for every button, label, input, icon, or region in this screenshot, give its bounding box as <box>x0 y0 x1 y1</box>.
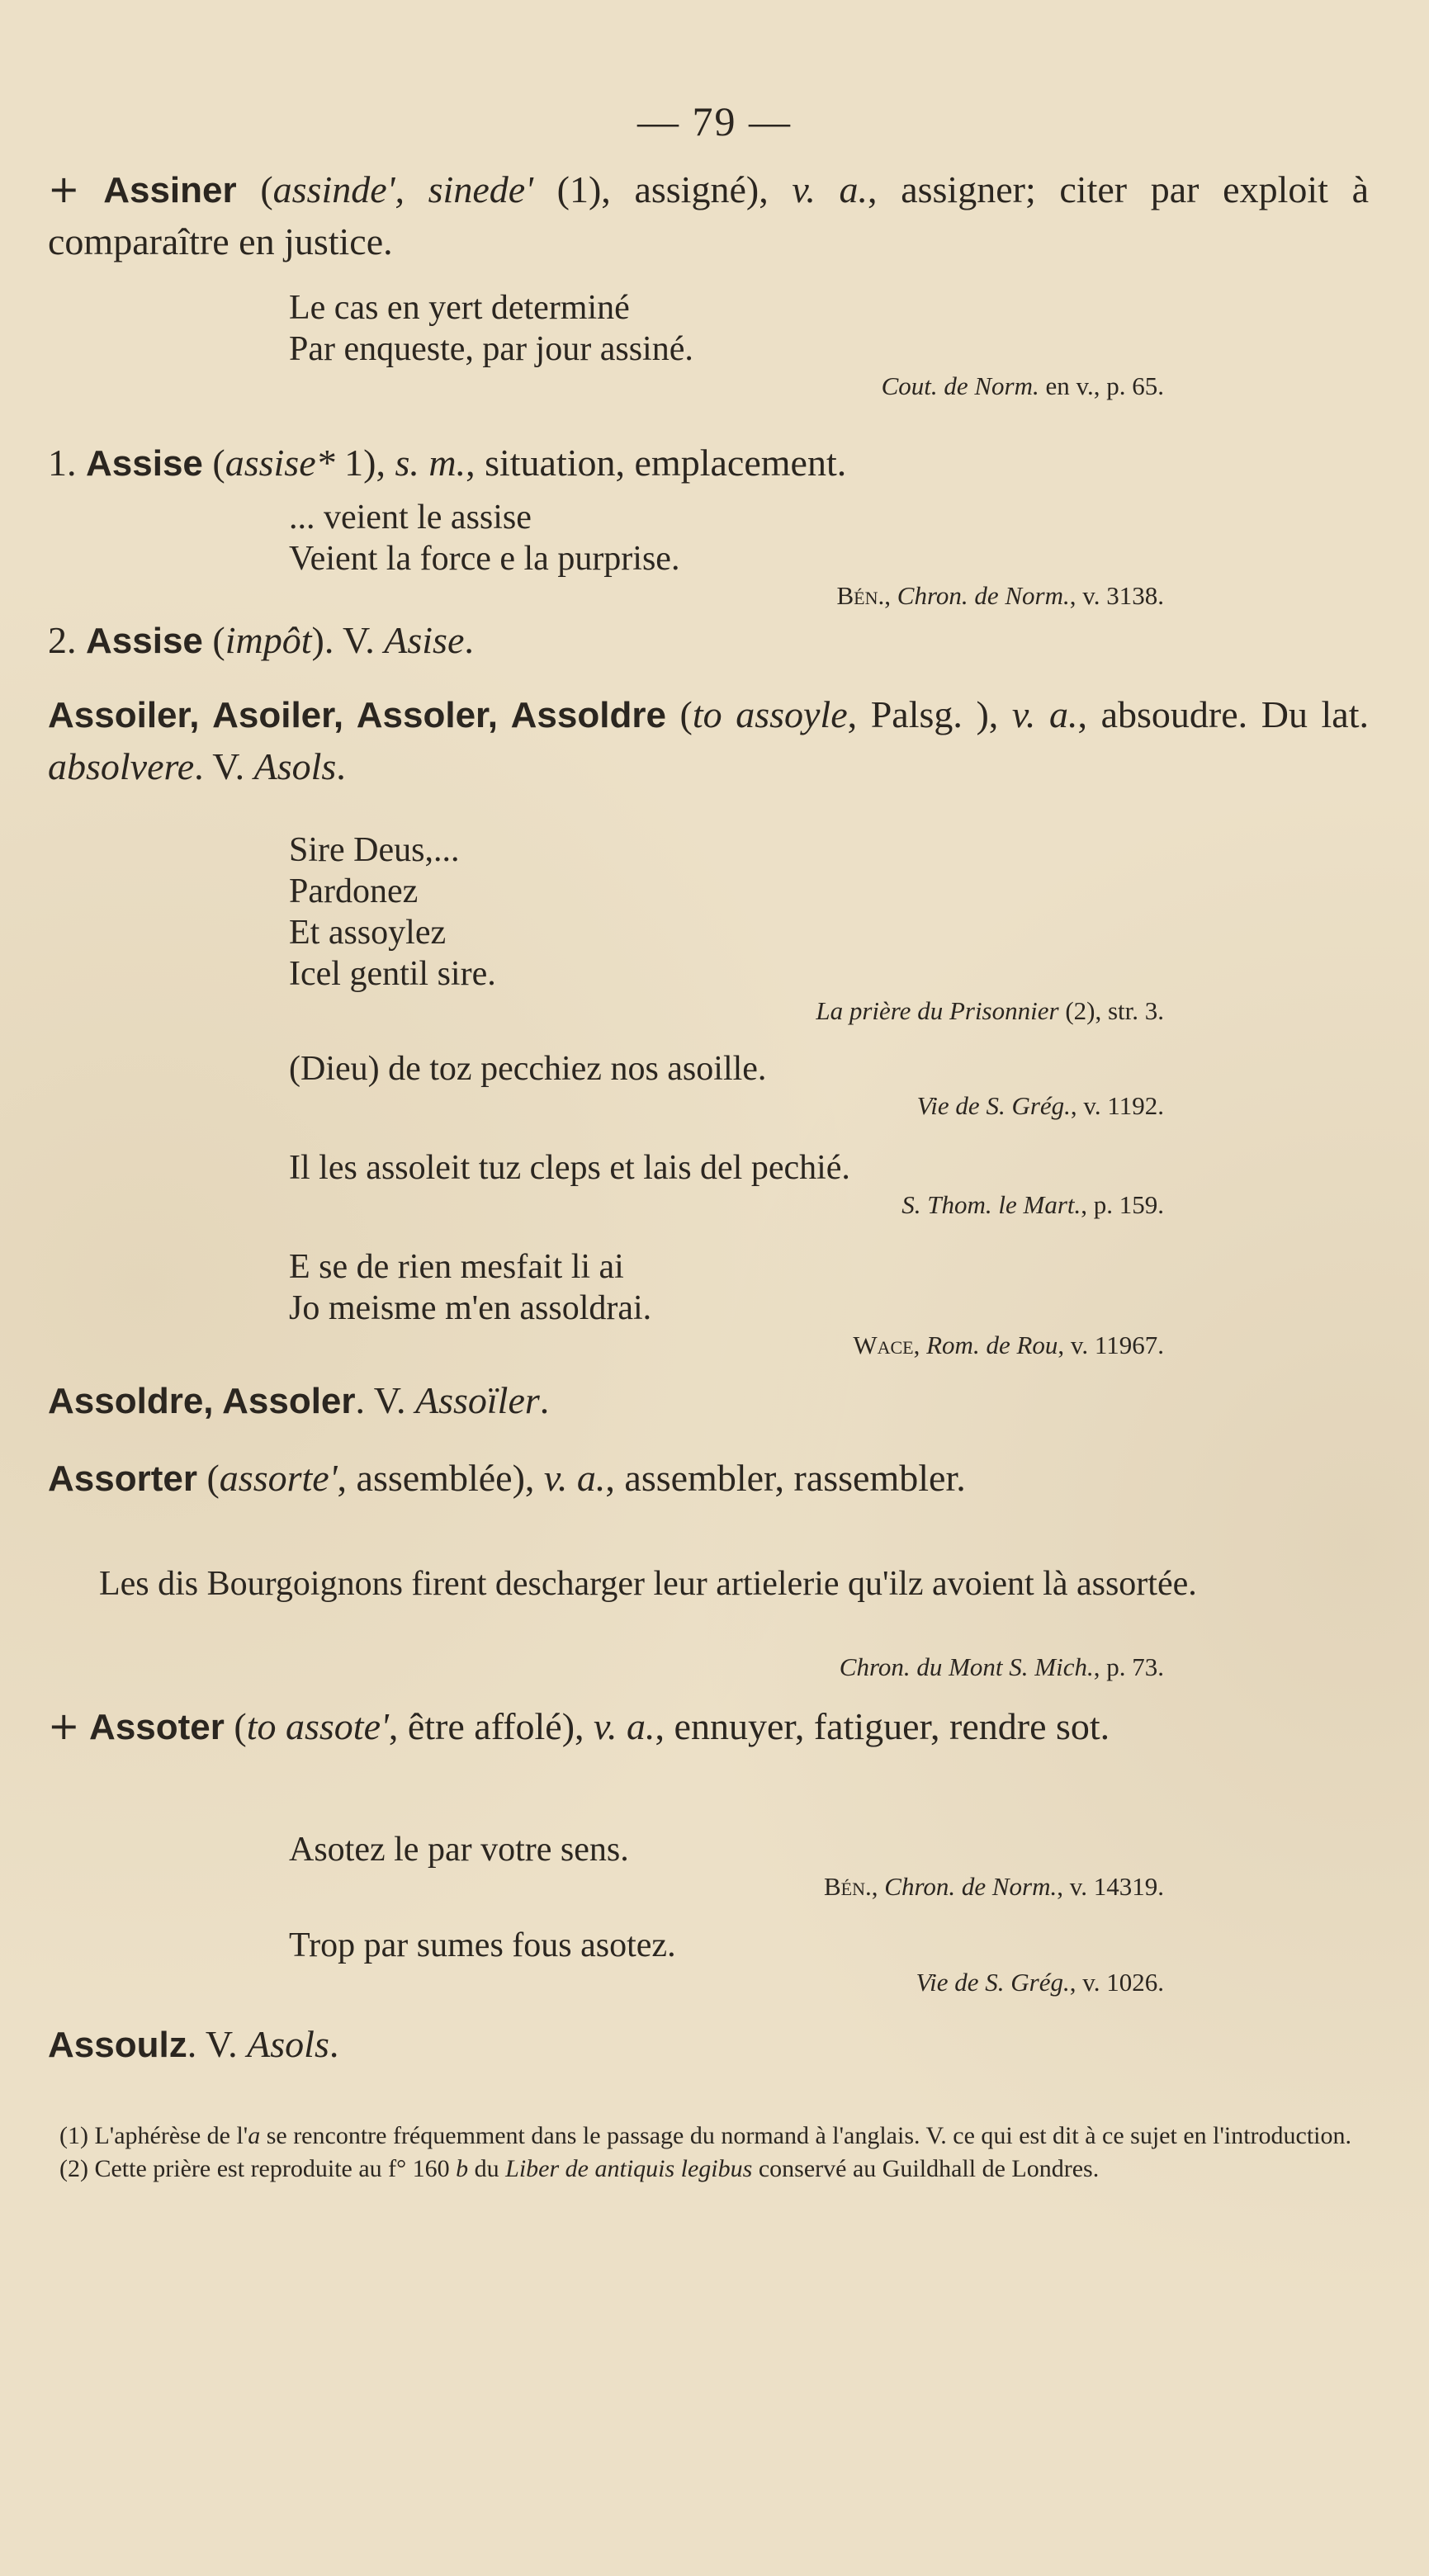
part-of-speech: v. a. <box>1011 693 1078 735</box>
citation-ref: (2), str. 3. <box>1058 996 1164 1025</box>
headword: Assise <box>86 621 203 661</box>
see-also: ). V. <box>311 619 385 661</box>
cross-reference: Asols <box>247 2023 329 2065</box>
verse-line: Icel gentil sire. <box>289 955 496 993</box>
etymon: impôt <box>225 619 312 661</box>
prose-quote: Les dis Bourgoignons firent descharger leur artielerie qu'ilz avoient là assortée. <box>99 1565 1197 1603</box>
verse-line: Sire Deus,... <box>289 831 460 869</box>
citation-ref: , p. 159. <box>1081 1190 1164 1219</box>
citation: Bén., Chron. de Norm., v. 3138. <box>836 581 1164 610</box>
footnotes <box>50 2120 1370 2186</box>
part-of-speech: v. a. <box>594 1705 655 1747</box>
entry-number: 2. <box>48 619 77 661</box>
verse-line: ... veient le assise <box>289 499 532 536</box>
punct: . <box>539 1379 550 1421</box>
etymon: assinde', sinede' <box>272 168 533 210</box>
entry-assoter <box>48 1700 1369 1753</box>
prose-assorter <box>48 1562 1369 1606</box>
etymon: to assote' <box>246 1705 389 1747</box>
footnote-1 <box>50 2120 1370 2153</box>
etym-open: ( <box>665 693 693 735</box>
etymon: to assoyle <box>692 693 848 735</box>
etym-open: ( <box>202 619 225 661</box>
verse-line: Le cas en yert determiné <box>289 289 630 327</box>
citation <box>289 1089 1164 1123</box>
quote-priere <box>289 830 1164 1028</box>
citation-author: Bén. <box>824 1872 872 1901</box>
citation-ref: , v. 3138. <box>1069 581 1164 610</box>
headword: Assoiler, Asoiler, Assoler, Assoldre <box>48 695 666 735</box>
cross-reference: Asise <box>384 619 465 661</box>
citation <box>289 1189 1164 1222</box>
quote-assiner <box>289 287 1164 403</box>
citation-ref: , v. 1192. <box>1070 1091 1164 1120</box>
verse-line: Pardonez <box>289 872 419 910</box>
etymon: assorte' <box>219 1457 338 1499</box>
citation <box>289 370 1164 403</box>
citation-title: Vie de S. Grég. <box>916 1091 1071 1120</box>
headword: Assorter <box>48 1458 197 1499</box>
citation: Bén., Chron. de Norm., v. 14319. <box>824 1872 1164 1901</box>
see-also: . V. <box>355 1379 415 1421</box>
verse-line: Par enqueste, par jour assiné. <box>289 330 693 368</box>
verse-line: E se de rien mesfait li ai <box>289 1248 624 1286</box>
citation-assorter <box>289 1651 1164 1684</box>
etym-rest: 1), <box>334 442 395 484</box>
footnote-2 <box>50 2153 1370 2186</box>
etym-open: ( <box>224 1705 247 1747</box>
citation-title: Chron. de Norm. <box>884 1872 1058 1901</box>
etym-rest: , Palsg. ), <box>847 693 1012 735</box>
citation-ref: , v. 11967. <box>1058 1331 1164 1359</box>
citation <box>289 995 1164 1028</box>
definition: , situation, emplacement. <box>466 442 847 484</box>
verse-line: Asotez le par votre sens. <box>289 1831 629 1869</box>
etym-open: ( <box>202 442 225 484</box>
citation-ref: , p. 73. <box>1093 1652 1164 1681</box>
headword: Assoter <box>89 1707 225 1747</box>
entry-assoulz <box>48 2019 1369 2071</box>
quote-asotez-1 <box>289 1829 1164 1903</box>
quote-asotez-2 <box>289 1925 1164 1999</box>
cross-reference: Assoïler <box>415 1379 540 1421</box>
citation-author: Bén. <box>836 581 885 610</box>
citation-ref: , v. 14319. <box>1057 1872 1164 1901</box>
definition: , assigner; citer par exploit à comparaître en justice. <box>48 168 1370 262</box>
quote-wace <box>289 1246 1164 1362</box>
citation-title: Cout. de Norm. <box>881 371 1039 400</box>
see-also: . V. <box>187 2023 248 2065</box>
citation <box>289 1966 1164 1999</box>
verse-line: Et assoylez <box>289 914 447 952</box>
citation-title: Rom. de Rou <box>926 1331 1058 1359</box>
definition: , ennuyer, fatiguer, rendre sot. <box>655 1705 1110 1747</box>
entry-assorter <box>48 1453 1369 1505</box>
verse-line: Trop par sumes fous asotez. <box>289 1926 676 1964</box>
etymon: assise* <box>225 442 335 484</box>
headword: Assise <box>86 443 203 484</box>
quote-assise <box>289 497 1164 612</box>
entry-number: 1. <box>48 442 77 484</box>
citation: Wace, Rom. de Rou, v. 11967. <box>853 1331 1164 1359</box>
verse-line: (Dieu) de toz pecchiez nos asoille. <box>289 1050 767 1088</box>
footnote-text: (1) L'aphérèse de l' <box>59 2122 248 2149</box>
definition: , assembler, rassembler. <box>605 1457 966 1499</box>
footnote-text: du <box>468 2155 506 2182</box>
punct: . <box>329 2023 339 2065</box>
part-of-speech: v. a. <box>543 1457 606 1499</box>
footnote-text: (2) Cette prière est reproduite au f° 160 <box>59 2155 457 2182</box>
footnote-italic: Liber de antiquis legibus <box>505 2155 753 2182</box>
footnote-italic: b <box>456 2155 469 2182</box>
entry-assise-1 <box>48 437 1369 489</box>
citation-title: La prière du Prisonnier <box>816 996 1059 1025</box>
headword: Assoldre, Assoler <box>48 1381 356 1421</box>
see-also: . V. <box>194 745 254 787</box>
part-of-speech: v. a. <box>792 168 868 210</box>
entry-assoldre <box>48 1375 1369 1427</box>
verse-line: Jo meisme m'en assoldrai. <box>289 1289 652 1327</box>
etym-rest: , assemblée), <box>337 1457 544 1499</box>
definition: , absoudre. Du lat. <box>1077 693 1370 735</box>
quote-thom-mart <box>289 1147 1164 1222</box>
citation-title: S. Thom. le Mart. <box>901 1190 1081 1219</box>
cross-reference: Asols <box>253 745 337 787</box>
quote-vie-greg-1 <box>289 1048 1164 1123</box>
verse-line: Veient la force e la purprise. <box>289 540 680 578</box>
citation-author: Wace <box>853 1331 914 1359</box>
etym-open: ( <box>260 168 273 210</box>
cross-marker: + <box>48 1704 80 1748</box>
footnote-text: conservé au Guildhall de Londres. <box>752 2155 1100 2182</box>
footnote-italic: a <box>248 2122 261 2149</box>
footnote-text: se rencontre fréquemment dans le passage du normand à l'anglais. V. ce qui est dit à ce sujet en l'introduction. <box>260 2122 1352 2149</box>
citation-title: Chron. du Mont S. Mich. <box>839 1652 1094 1681</box>
etym-open: ( <box>196 1457 220 1499</box>
citation-title: Chron. de Norm. <box>897 581 1070 610</box>
verse-line: Il les assoleit tuz cleps et lais del pechié. <box>289 1149 850 1187</box>
etym-rest: , être affolé), <box>388 1705 594 1747</box>
latin-etymon: absolvere <box>48 745 195 787</box>
headword: Assoulz <box>48 2025 187 2065</box>
etym-rest: (1), assigné), <box>533 168 793 210</box>
citation-ref: en v., p. 65. <box>1039 371 1164 400</box>
page-number: — 79 — <box>637 98 792 144</box>
punct: . <box>336 745 346 787</box>
entry-assiner <box>48 163 1369 267</box>
entry-assoiler <box>48 689 1369 792</box>
entry-assise-2 <box>48 615 1369 667</box>
part-of-speech: s. m. <box>395 442 466 484</box>
cross-marker: + <box>48 167 80 211</box>
citation-ref: , v. 1026. <box>1069 1968 1164 1997</box>
punct: . <box>464 619 474 661</box>
headword: Assiner <box>103 170 237 210</box>
citation-title: Vie de S. Grég. <box>916 1968 1070 1997</box>
